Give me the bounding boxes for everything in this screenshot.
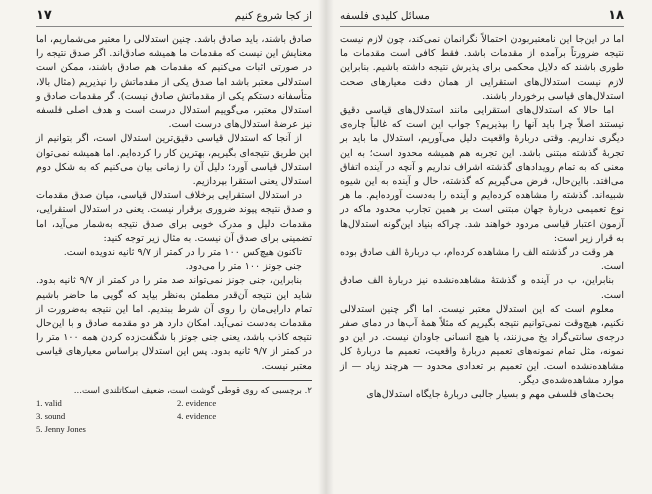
- footnote-separator: [222, 380, 312, 381]
- right-paragraph-1: اما در این‌جا این نامعتبربودن احتمالاً نگرانمان نمی‌کند، چون لازم نیست نتیجه ضرورتاً برآمده از مقدمات باشد. فقط کافی است مقدمات ما طوری باشند که دلایل محکمی برای پذیرش نتیجه داشته باشیم. بنابراین لازم نیست استدلال‌های استقرایی از همان دقت معیارهای صحت استدلال‌های قیاسی برخوردار باشند.: [340, 34, 624, 102]
- book-gutter-shadow: [318, 0, 334, 494]
- footnote-4: 4. evidence: [177, 410, 217, 421]
- left-page-title: از کجا شروع کنیم: [234, 10, 312, 22]
- footnotes-latin: [36, 397, 312, 436]
- right-example-2: بنابراین، ب در آینده و گذشتهٔ مشاهده‌نشده نیز دربارهٔ الف صادق است.: [340, 275, 624, 301]
- left-paragraph-3: در استدلال استقرایی برخلاف استدلال قیاسی، میان صدق مقدمات و صدق نتیجه پیوند ضروری برقرار نیست. یعنی در استدلال استقرایی، مقدمات دلیل و مدرک خوبی برای صدق نتیجه به‌شمار می‌آید، اما تضمینی برای صدق آن نیست. به مثال زیر توجه کنید:: [36, 190, 312, 244]
- footnote-persian: ۲. برچسبی که روی قوطی گوشت است، ضعیف اسکاتلندی است...: [73, 385, 312, 396]
- left-example-2: جنی جونز ۱۰۰ متر را می‌دود.: [185, 261, 302, 273]
- right-paragraph-2: اما حالا که استدلال‌های استقرایی مانند استدلال‌های قیاسی دقیق نیستند اصلاً چرا باید آنها را بپذیریم؟ جواب این است که غالباً چاره‌ی دیگری نداریم. وقتی دربارهٔ واقعیت دلیل می‌آوریم، استدلال ما باید بر تجربهٔ گذشته مبتنی باشد. این تجربه هم همیشه محدود است؛ به این معنی که به تمام رویدادهای گذشته اشراف نداریم و آنچه در آینده اتفاق می‌افتد. بااین‌حال، فرض می‌گیریم که گذشته، حال و آینده به این شیوه شبیه‌اند. گذشته را مشاهده کرده‌ایم و آینده را به‌دست آورده‌ایم. ما هر نوع تعمیمی دربارهٔ جهان مبتنی است بر همین تجارب محدود ماکه در آزمون اعتبار قیاسی مردود خواهند شد. چراکه بنیاد این‌گونه استدلال‌ها به قرار زیر است:: [340, 105, 624, 244]
- right-page-body: [340, 33, 624, 402]
- right-page-header: [340, 8, 624, 27]
- right-paragraph-4: بحث‌های فلسفی مهم و بسیار جالبی دربارهٔ جایگاه استدلال‌های: [366, 389, 614, 401]
- right-page-number: ۱۸: [608, 8, 624, 23]
- right-page: [326, 0, 652, 494]
- left-paragraph-2: از آنجا که استدلال قیاسی دقیق‌ترین استدلال است، اگر بتوانیم از این طریق نتیجه‌ای بگیریم، بهترین کار را کرده‌ایم. اما همیشه نمی‌توان استدلال قیاسی آورد؛ دلیل آن را زمانی بیان می‌کنیم که به شکل دوم استدلال یعنی استقرا بپردازیم.: [36, 133, 312, 188]
- left-page-number: ۱۷: [36, 8, 52, 23]
- left-paragraph-4: بنابراین، جنی جونز نمی‌تواند صد متر را در کمتر از ۹/۷ ثانیه بدود. شاید این نتیجه آن‌قدر مطمئن به‌نظر بیاید که گویی ما حاضر باشیم تمام دارایی‌مان را روی آن شرط ببندیم. اما این نتیجه به‌ضرورت از مقدمات به‌دست نمی‌آید. امکان دارد هر دو مقدمه صادق و با این‌حال نتیجه کاذب باشد، یعنی جنی جونز با شگفت‌زده کردن همه ۱۰۰ متر را در کمتر از ۹/۷ ثانیه بدود. پس این استدلال براساس معیارهای قیاسی معتبر نیست.: [36, 275, 312, 372]
- left-page-header: [36, 8, 312, 27]
- footnote-2: 2. evidence: [177, 397, 217, 408]
- right-page-title: مسائل کلیدی فلسفه: [340, 10, 430, 22]
- footnote-1: 1. valid: [36, 397, 62, 408]
- right-paragraph-3: معلوم است که این استدلال معتبر نیست. اما اگر چنین استدلالی نکنیم، هیچ‌وقت نمی‌توانیم نتیجه بگیریم که مثلاً همهٔ آب‌ها در دمای صفر درجه‌ی سانتی‌گراد یخ می‌زنند، یا هیچ انسانی جاودان نیست. در این دو نمونه، مثل تمام نمونه‌های تعمیم دربارهٔ واقعیت، تعمیم ما دربارهٔ کل مشاهده‌نشده است. این تعمیم بر تعدادی محدود — هرچند زیاد — از موارد مشاهده‌شده‌ی دیگر.: [340, 303, 624, 386]
- footnote-3: 3. sound: [36, 410, 66, 421]
- footnote-5: 5. Jenny Jones: [36, 423, 86, 434]
- right-example-1: هر وقت در گذشته الف را مشاهده کرده‌ام، ب دربارهٔ الف صادق بوده است.: [339, 247, 624, 273]
- left-paragraph-1: صادق باشند، باید صادق باشد. چنین استدلالی را معتبر می‌شماریم، اما معنایش این نیست که مقدمات ما همیشه صادق‌اند. اگر صدق نتیجه را در صورتی اثبات می‌کنیم که مقدمات هم صادق باشند، ممکن است استدلالی معتبر باشد اما صدق یکی از مقدماتش را نپذیریم (مثال بالا، متأسفانه دستکم یکی از مقدماتش صادق نیست). گر مقدمات صادق و استدلال معتبر، می‌گوییم استدلال درست است و هدف اصلی فلسفه نیز عرضهٔ استدلال‌های درست است.: [36, 34, 312, 131]
- left-page-body: [36, 33, 312, 374]
- left-example-1: تاکنون هیچ‌کس ۱۰۰ متر را در کمتر از ۹/۷ ثانیه ندویده است.: [63, 247, 302, 259]
